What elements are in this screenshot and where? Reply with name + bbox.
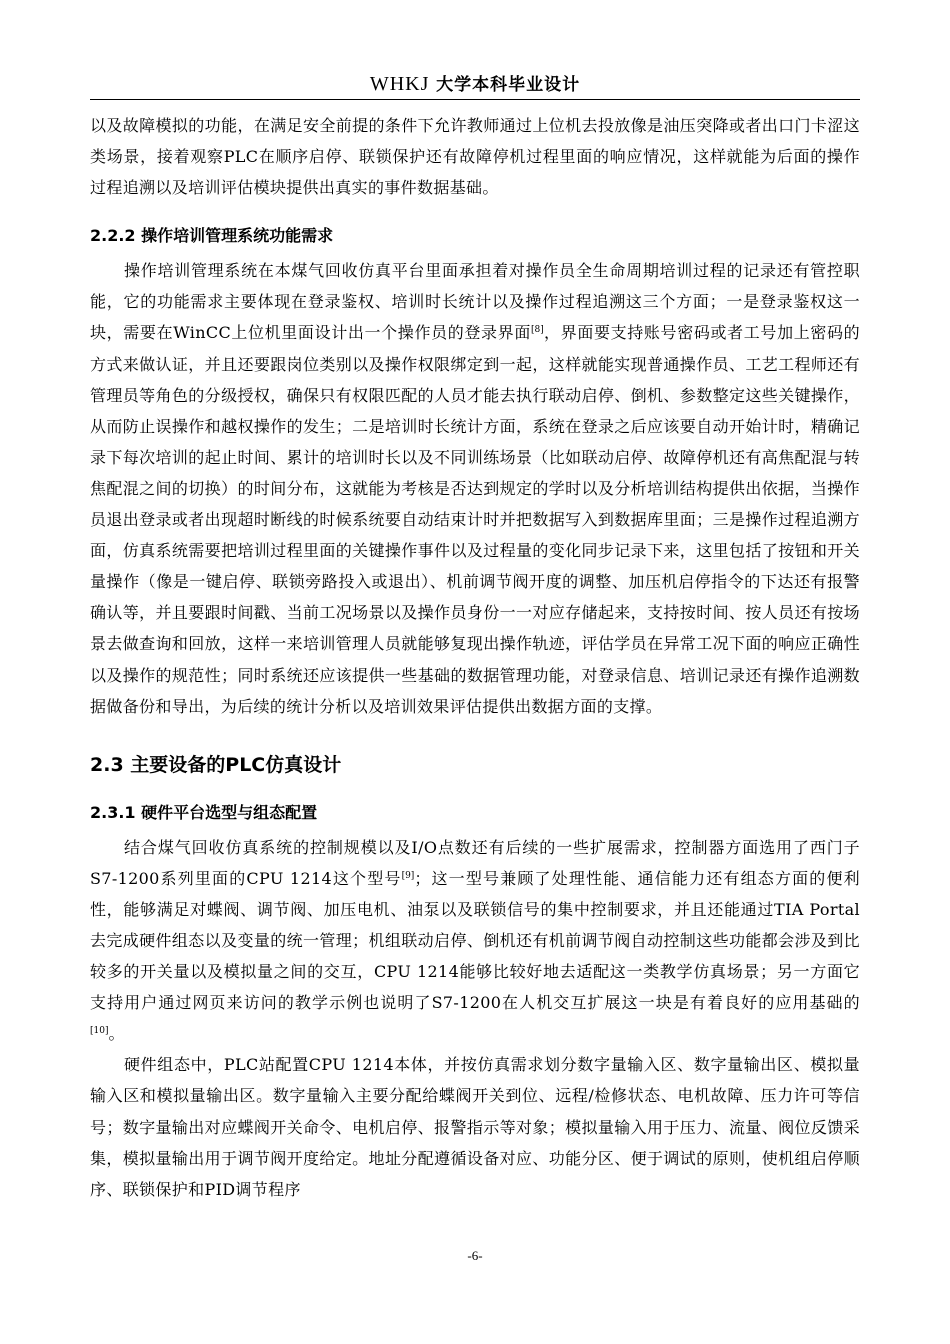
paragraph-text: ；这一型号兼顾了处理性能、通信能力还有组态方面的便利性，能够满足对蝶阀、调节阀、加压电机、油泵以及联锁信号的集中控制要求，并且还能通过TIA Portal去完成硬件组态以及变量的统一管理；机组联动启停、倒机还有机前调节阀自动控制这些功能都会涉及到比较多的开关量以及模拟量之间的交互，CPU 1214能够比较好地去适配这一类教学仿真场景；另一方面它支持用户通过网页来访问的教学示例也说明了S7-1200在人机交互扩展这一块是有着良好的应用基础的 (90, 868, 860, 1013)
section-2-3-1-heading: 2.3.1 硬件平台选型与组态配置 (90, 802, 318, 822)
paragraph-text: 操作培训管理系统在本煤气回收仿真平台里面承担着对操作员全生命周期培训过程的记录还有管控职能，它的功能需求主要体现在登录鉴权、培训时长统计以及操作过程追溯这三个方面；一是登录鉴权这一块，需要在WinCC上位机里面设计出一个操作员的登录界面 (90, 261, 860, 343)
page-number: -6- (467, 1248, 483, 1263)
section-2-3-heading: 2.3 主要设备的PLC仿真设计 (90, 753, 342, 776)
section-2-2-2-paragraph (90, 255, 860, 721)
citation-10: [10] (90, 1026, 109, 1037)
section-2-3-1-paragraph-1 (90, 832, 860, 1050)
section-2-3-1-paragraph-2: 硬件组态中，PLC站配置CPU 1214本体，并按仿真需求划分数字量输入区、数字量输出区、模拟量输入区和模拟量输出区。数字量输入主要分配给蝶阀开关到位、远程/检修状态、电机故障、压力许可等信号；数字量输出对应蝶阀开关命令、电机启停、报警指示等对象；模拟量输入用于压力、流量、阀位反馈采集，模拟量输出用于调节阀开度给定。地址分配遵循设备对应、功能分区、便于调试的原则，使机组启停顺序、联锁保护和PID调节程序 (90, 1055, 860, 1199)
header-latin: WHKJ (369, 73, 430, 95)
paragraph-text: 结合煤气回收仿真系统的控制规模以及I/O点数还有后续的一些扩展需求，控制器方面选用了西门子S7-1200系列里面的CPU 1214这个型号 (90, 837, 860, 888)
citation-8: [8] (530, 325, 544, 336)
header-rule (90, 99, 860, 100)
intro-paragraph: 以及故障模拟的功能，在满足安全前提的条件下允许教师通过上位机去投放像是油压突降或者出口门卡涩这类场景，接着观察PLC在顺序启停、联锁保护还有故障停机过程里面的响应情况，这样就能为后面的操作过程追溯以及培训评估模块提供出真实的事件数据基础。 (90, 116, 860, 198)
page-body (90, 110, 860, 1205)
section-2-2-2-heading: 2.2.2 操作培训管理系统功能需求 (90, 226, 334, 246)
header-title: 大学本科毕业设计 (436, 75, 581, 95)
citation-9: [9] (401, 870, 415, 881)
page-header (90, 70, 860, 96)
paragraph-text: ，界面要支持账号密码或者工号加上密码的方式来做认证，并且还要跟岗位类别以及操作权限绑定到一起，这样就能实现普通操作员、工艺工程师还有管理员等角色的分级授权，确保只有权限匹配的人员才能去执行联动启停、倒机、参数整定这些关键操作，从而防止误操作和越权操作的发生；二是培训时长统计方面，系统在登录之后应该要自动开始计时，精确记录下每次培训的起止时间、累计的培训时长以及不同训练场景（比如联动启停、故障停机还有高焦配混与转焦配混之间的切换）的时间分布，这就能为考核是否达到规定的学时以及分析培训结构提供出依据，当操作员退出登录或者出现超时断线的时候系统要自动结束计时并把数据写入到数据库里面；三是操作过程追溯方面，仿真系统需要把培训过程里面的关键操作事件以及过程量的变化同步记录下来，这里包括了按钮和开关量操作（像是一键启停、联锁旁路投入或退出）、机前调节阀开度的调整、加压机启停指令的下达还有报警确认等，并且要跟时间戳、当前工况场景以及操作员身份一一对应存储起来，支持按时间、按人员还有按场景去做查询和回放，这样一来培训管理人员就能够复现出操作轨迹，评估学员在异常工况下面的响应正确性以及操作的规范性；同时系统还应该提供一些基础的数据管理功能，对登录信息、培训记录还有操作追溯数据做备份和导出，为后续的统计分析以及培训效果评估提供出数据方面的支撑。 (90, 323, 861, 716)
paragraph-text: 。 (108, 1024, 125, 1044)
